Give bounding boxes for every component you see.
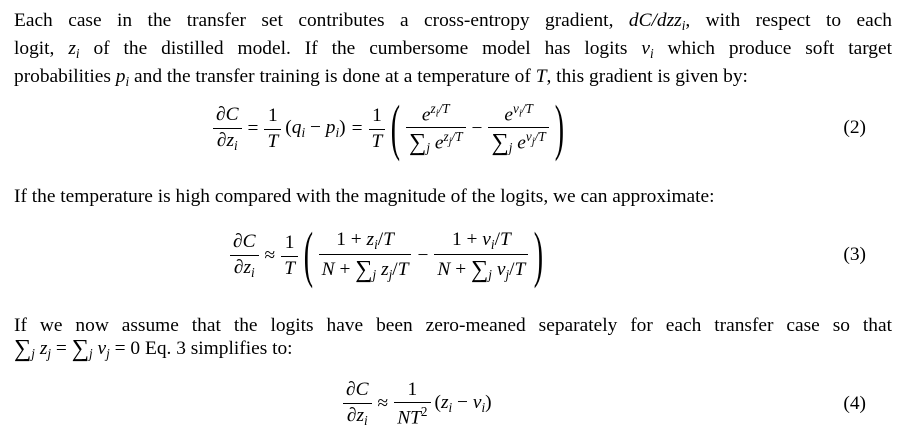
eq2-one-over-T-2: $\frac{1}{T}$ bbox=[369, 106, 386, 152]
paragraph-zero-mean-line-2: $\sum_j$ $z_j = \sum_j$ $v_j = 0$ Eq. 3 simplifies to: bbox=[14, 335, 293, 362]
eq2-lhs-fraction: $\frac{\partial C}{\partial z_i}$ bbox=[213, 105, 242, 152]
eq2-softmax-student: $\frac{e^{z_i/T}}{\sum_j e^{z_j/T}}$ bbox=[406, 102, 466, 156]
equation-4: $\frac{\partial C}{\partial z_i}$ ≈ $\frac{1}{NT^2}$ $(z_i - v_i)$ bbox=[343, 373, 492, 435]
paragraph-approximation-text: If the temperature is high compared with the magnitude of the logits, we can approximate: bbox=[14, 186, 715, 207]
eq4-lhs-fraction: $\frac{\partial C}{\partial z_i}$ bbox=[343, 380, 372, 427]
eq3-lhs-fraction: $\frac{\partial C}{\partial z_i}$ bbox=[230, 232, 259, 279]
equation-4-number: (4) bbox=[843, 393, 866, 414]
paragraph-intro-line-1: Each case in the transfer set contributes a cross-entropy gradient, dC/dzz$_i$, with respect to each bbox=[14, 10, 892, 33]
eq3-one-over-T: $\frac{1}{T}$ bbox=[281, 233, 298, 279]
eq2-one-over-T: $\frac{1}{T}$ bbox=[264, 106, 281, 152]
eq2-softmax-teacher: $\frac{e^{v_i/T}}{\sum_j e^{v_j/T}}$ bbox=[488, 102, 548, 156]
eq3-teacher-term: $\frac{1 + v_i/T}{N + \sum_j v_j/T}$ bbox=[434, 230, 528, 282]
equation-3-number: (3) bbox=[843, 244, 866, 265]
paragraph-intro bbox=[14, 9, 892, 93]
equation-3: $\frac{\partial C}{\partial z_i}$ ≈ $\frac{1}{T}$ ( $\frac{1 + z_i/T}{N + \sum_j z_j/T}$ − $\frac{1 + v_i/T}{N + \sum_j v_j/T}$ ) bbox=[230, 223, 549, 289]
paragraph-intro-line-2: logit, $z_i$ of the distilled model. If the cumbersome model has logits $v_i$ which produce soft target bbox=[14, 37, 893, 61]
eq4-coefficient: $\frac{1}{NT^2}$ bbox=[394, 380, 430, 429]
paragraph-approximation bbox=[14, 185, 892, 208]
equation-2-number: (2) bbox=[843, 117, 866, 138]
eq3-student-term: $\frac{1 + z_i/T}{N + \sum_j z_j/T}$ bbox=[319, 230, 412, 282]
paragraph-intro-line-3: probabilities $p_i$ and the transfer training is done at a temperature of T, this gradient is given by: bbox=[14, 65, 748, 89]
paragraph-zero-mean-line-1: If we now assume that the logits have been zero-meaned separately for each transfer case so that bbox=[14, 315, 892, 336]
paragraph-zero-mean bbox=[14, 314, 892, 365]
equation-2: $\frac{\partial C}{\partial z_i}$ = $\frac{1}{T}$ $(q_i - p_i)$ = $\frac{1}{T}$ ( $\frac{e^{z_i/T}}{\sum_j e^{z_j/T}}$ − $\frac{e^{v_i/T}}{\sum_j e^{v_j/T}}$ ) bbox=[213, 96, 569, 162]
